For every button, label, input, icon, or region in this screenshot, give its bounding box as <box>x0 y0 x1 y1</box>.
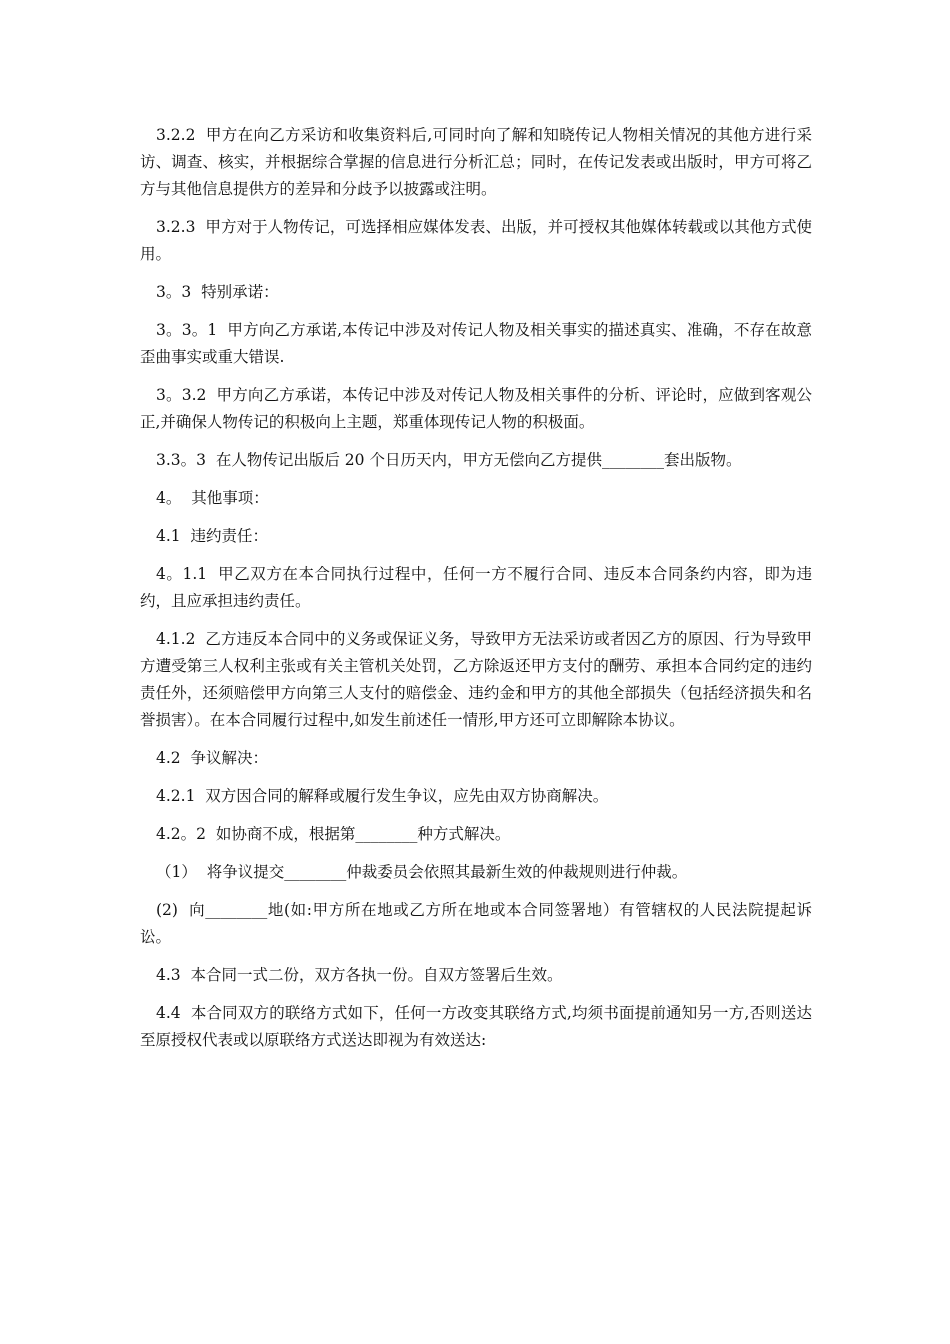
document-body <box>140 122 812 1065</box>
clause-4-4: 4.4 本合同双方的联络方式如下，任何一方改变其联络方式,均须书面提前通知另一方,否则送达至原授权代表或以原联络方式送达即视为有效送达: <box>140 1004 812 1049</box>
section-4-heading: 4。 其他事项： <box>156 489 269 507</box>
clause-4-3: 4.3 本合同一式二份，双方各执一份。自双方签署后生效。 <box>156 966 563 984</box>
clause-3-3-2: 3。3.2 甲方向乙方承诺，本传记中涉及对传记人物及相关事件的分析、评论时，应做到客观公正,并确保人物传记的积极向上主题，郑重体现传记人物的积极面。 <box>140 386 812 431</box>
clause-4-2-2: 4.2。2 如协商不成，根据第________种方式解决。 <box>156 825 511 843</box>
clause-4-1-2: 4.1.2 乙方违反本合同中的义务或保证义务，导致甲方无法采访或者因乙方的原因、行为导致甲方遭受第三人权利主张或有关主管机关处罚，乙方除返还甲方支付的酬劳、承担本合同约定的违约责任外，还须赔偿甲方向第三人支付的赔偿金、违约金和甲方的其他全部损失（包括经济损失和名誉损害）。在本合同履行过程中,如发生前述任一情形,甲方还可立即解除本协议。 <box>140 630 812 729</box>
clause-4-2-1: 4.2.1 双方因合同的解释或履行发生争议，应先由双方协商解决。 <box>156 787 609 805</box>
clause-3-3-heading: 3。3 特别承诺： <box>156 283 279 301</box>
clause-3-2-3: 3.2.3 甲方对于人物传记，可选择相应媒体发表、出版，并可授权其他媒体转载或以其他方式使用。 <box>140 218 812 263</box>
clause-3-2-2: 3.2.2 甲方在向乙方采访和收集资料后,可同时向了解和知晓传记人物相关情况的其他方进行采访、调查、核实，并根据综合掌握的信息进行分析汇总；同时，在传记发表或出版时，甲方可将乙方与其他信息提供方的差异和分歧予以披露或注明。 <box>140 126 812 198</box>
clause-4-1-1: 4。1.1 甲乙双方在本合同执行过程中，任何一方不履行合同、违反本合同条约内容，即为违约，且应承担违约责任。 <box>140 565 812 610</box>
clause-4-2-heading: 4.2 争议解决： <box>156 749 269 767</box>
option-1-arbitration: （1） 将争议提交________仲裁委员会依照其最新生效的仲裁规则进行仲裁。 <box>156 863 688 881</box>
clause-3-3-1: 3。3。1 甲方向乙方承诺,本传记中涉及对传记人物及相关事实的描述真实、准确，不存在故意歪曲事实或重大错误. <box>140 321 812 366</box>
clause-4-1-heading: 4.1 违约责任： <box>156 527 269 545</box>
clause-3-3-3: 3.3。3 在人物传记出版后 20 个日历天内，甲方无偿向乙方提供________套出版物。 <box>156 451 742 469</box>
option-2-litigation: (2) 向________地(如:甲方所在地或乙方所在地或本合同签署地）有管辖权的人民法院提起诉讼。 <box>140 901 812 946</box>
